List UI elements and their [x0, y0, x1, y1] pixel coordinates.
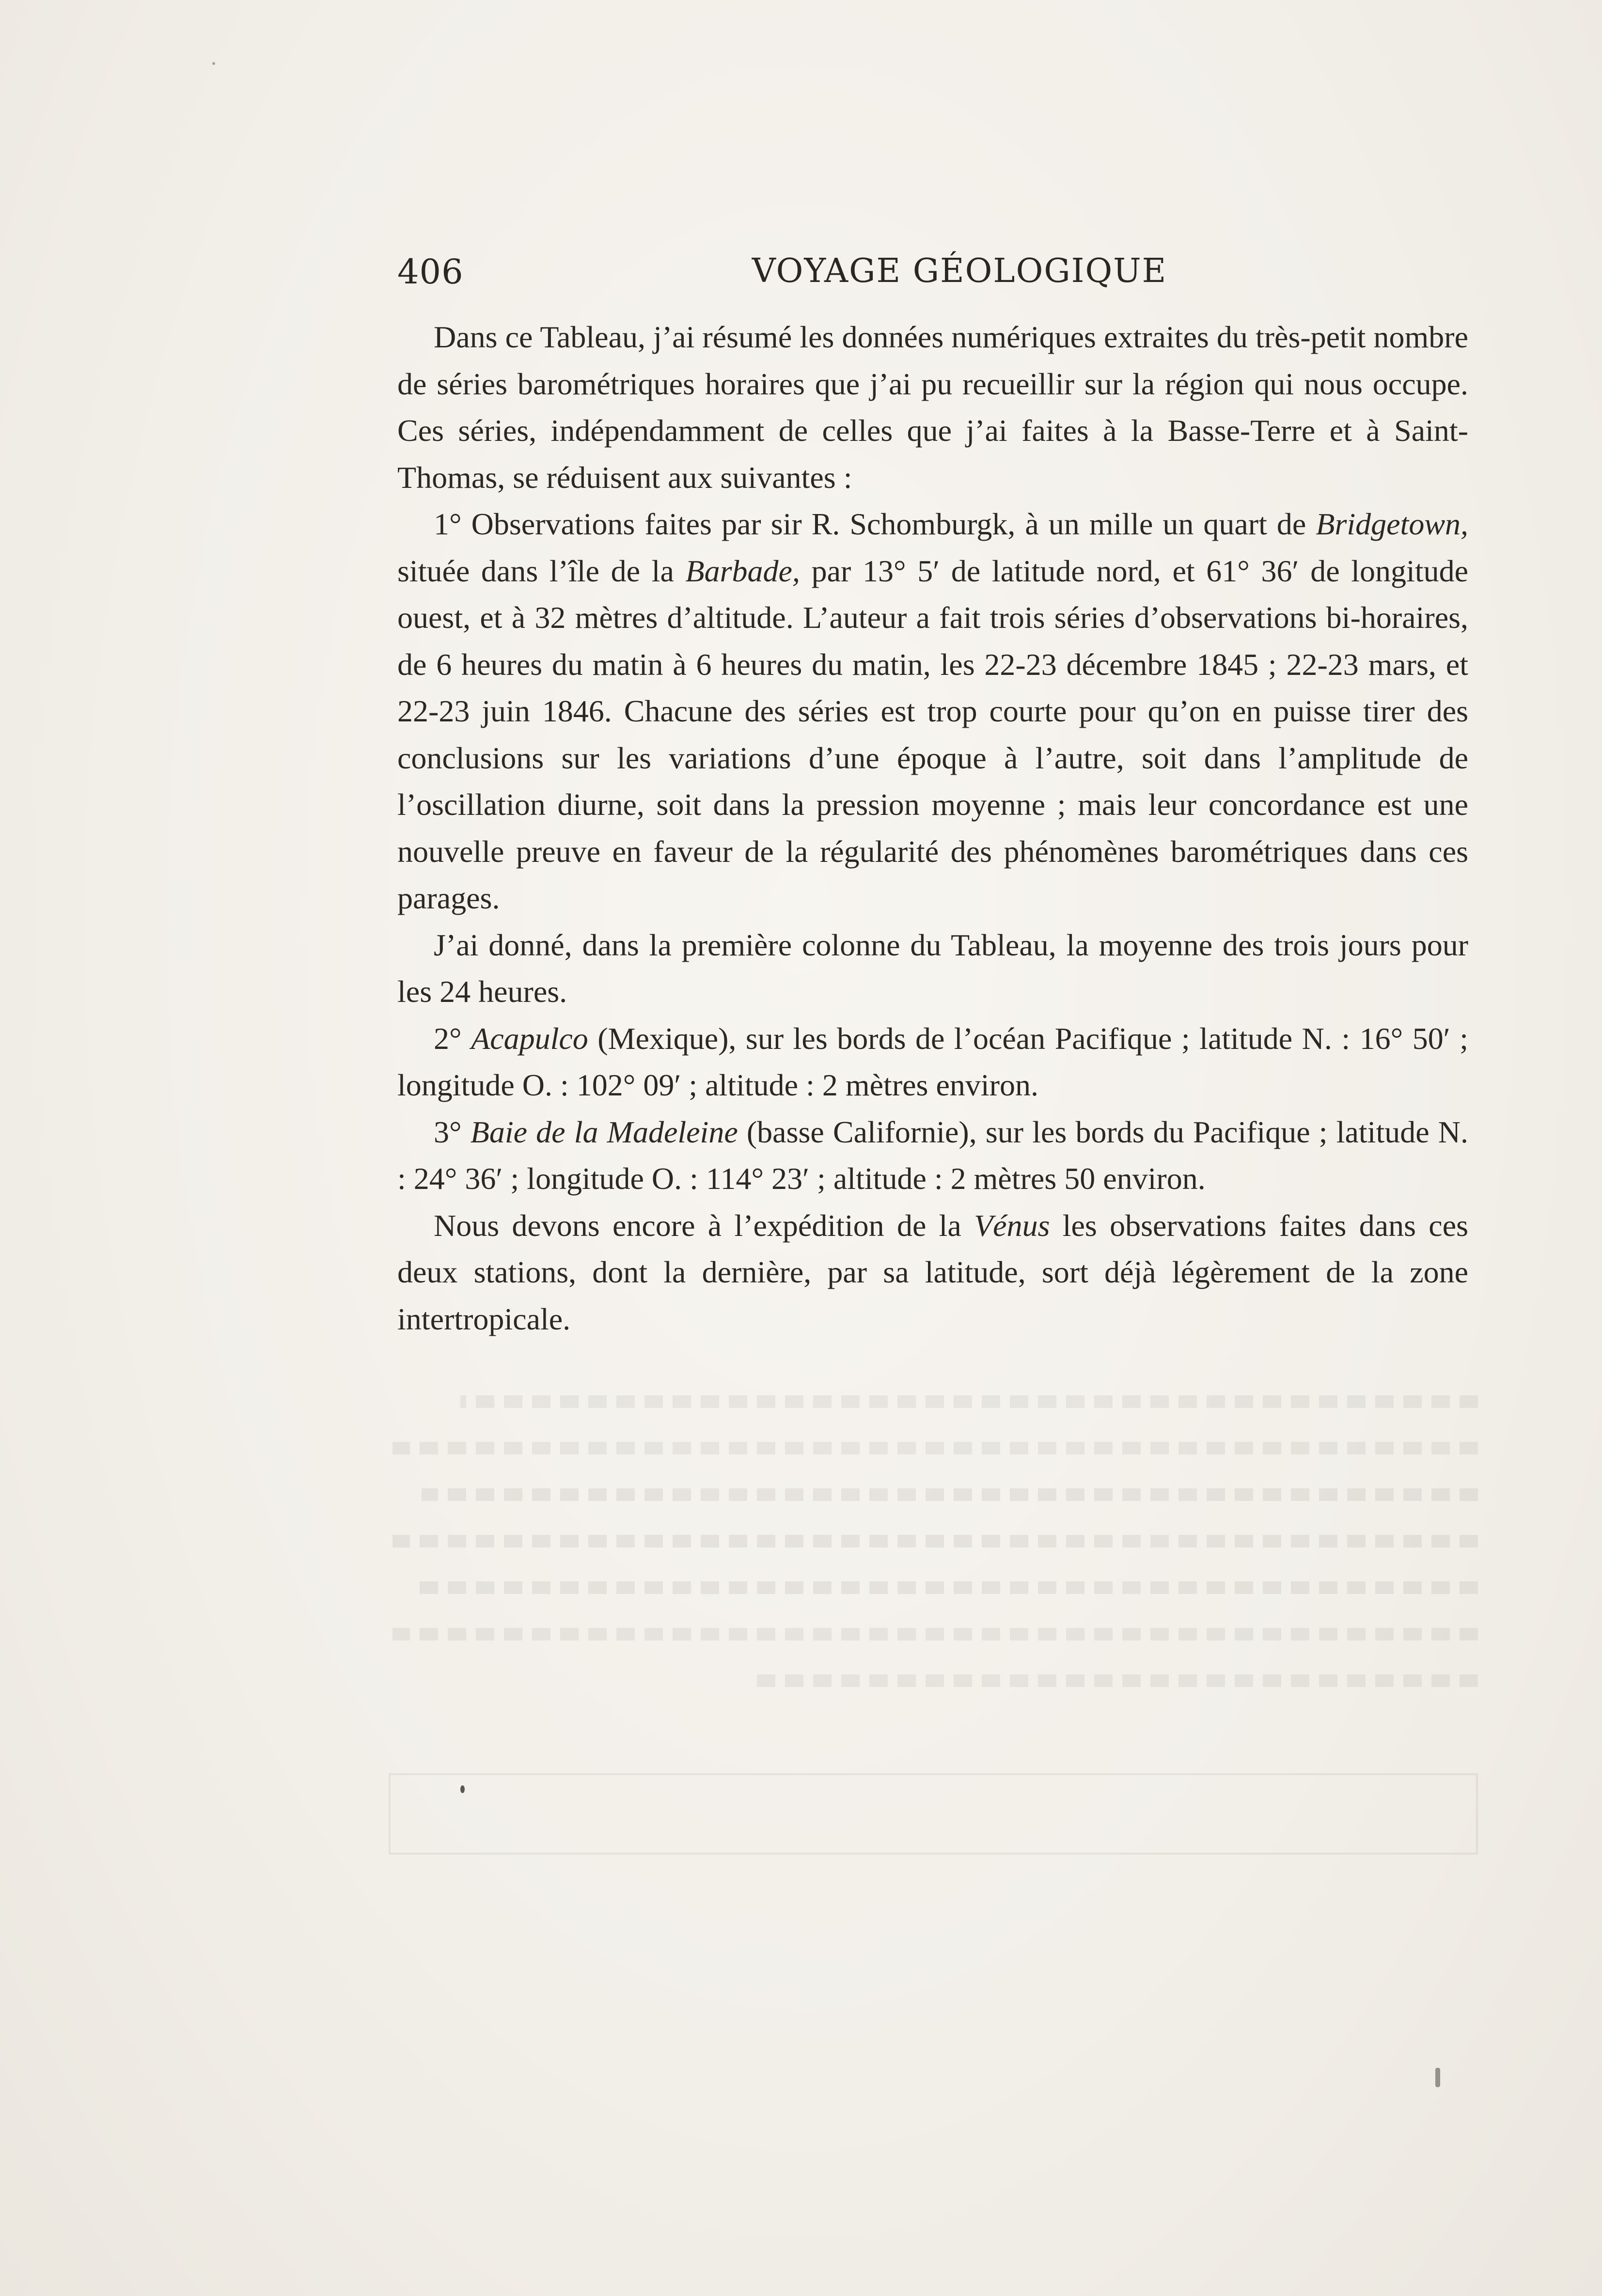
page-number: 406: [397, 252, 464, 292]
place-name-madeleine: Baie de la Madeleine: [470, 1114, 738, 1149]
paragraph-table-note: [397, 922, 1468, 1015]
paragraph-text: 1° Observations faites par sir R. Schomburgk, à un mille un quart de: [434, 507, 1316, 541]
paragraph-text: 2°: [434, 1021, 471, 1056]
paragraph-text: (basse Californie), sur les bords du Pacifique ; latitude N. : 24° 36′ ; longitude O. : 114° 23′ ; altitude : 2 mètres 50 environ.: [397, 1114, 1468, 1196]
paper-speck: [1435, 2068, 1440, 2087]
paragraph-venus: [397, 1203, 1468, 1343]
paragraph-acapulco: [397, 1015, 1468, 1109]
place-name-acapulco: Acapulco: [471, 1021, 588, 1056]
paragraph-text: J’ai donné, dans la première colonne du Tableau, la moyenne des trois jours pour les 24 heures.: [397, 927, 1468, 1009]
paragraph-text: par 13° 5′ de latitude nord, et 61° 36′ de longitude ouest, et à 32 mètres d’altitude. L’auteur a fait trois séries d’observations bi-horaires, de 6 heures du matin à 6 heures du matin, les 22-23 décembre 1845 ; 22-23 mars, et 22-23 juin 1846. Chacune des séries est trop courte pour qu’on en puisse tirer des conclusions sur les variations d’une époque à l’autre, soit dans l’amplitude de l’oscillation diurne, soit dans la pression moyenne ; mais leur concordance est une nouvelle preuve en faveur de la régularité des phénomènes barométriques dans ces parages.: [397, 553, 1469, 915]
paragraph-barbade: [397, 501, 1468, 922]
ship-name-venus: Vénus: [974, 1208, 1050, 1243]
show-through-reverse-page: [393, 1395, 1478, 1880]
paper-speck: [460, 1785, 465, 1793]
paragraph-text: 3°: [434, 1114, 471, 1149]
page-header: [397, 252, 1463, 300]
paragraph-text: (Mexique), sur les bords de l’océan Pacifique ; latitude N. : 16° 50′ ; longitude O. : 102° 09′ ; altitude : 2 mètres environ.: [397, 1021, 1469, 1102]
paragraph-intro: [397, 314, 1468, 501]
paragraph-text: les observations faites dans ces deux stations, dont la dernière, par sa latitude, sort déjà légèrement de la zone intertropicale.: [397, 1208, 1469, 1336]
running-title: VOYAGE GÉOLOGIQUE: [752, 252, 1167, 290]
paragraph-text: Dans ce Tableau, j’ai résumé les données numériques extraites du très-petit nombre de séries barométriques horaires que j’ai pu recueillir sur la région qui nous occupe. Ces séries, indépendamment de celles que j’ai faites à la Basse-Terre et à Saint-Thomas, se réduisent aux suivantes :: [397, 320, 1468, 495]
place-name-bridgetown: Bridgetown,: [1316, 507, 1468, 541]
place-name-barbade: Barbade,: [685, 553, 800, 588]
body-text: [397, 314, 1468, 1343]
paragraph-text: Nous devons encore à l’expédition de la: [434, 1208, 974, 1243]
paper-speck: [212, 62, 215, 65]
paragraph-text: située dans l’île de la: [397, 553, 686, 588]
paragraph-madeleine: [397, 1109, 1468, 1203]
